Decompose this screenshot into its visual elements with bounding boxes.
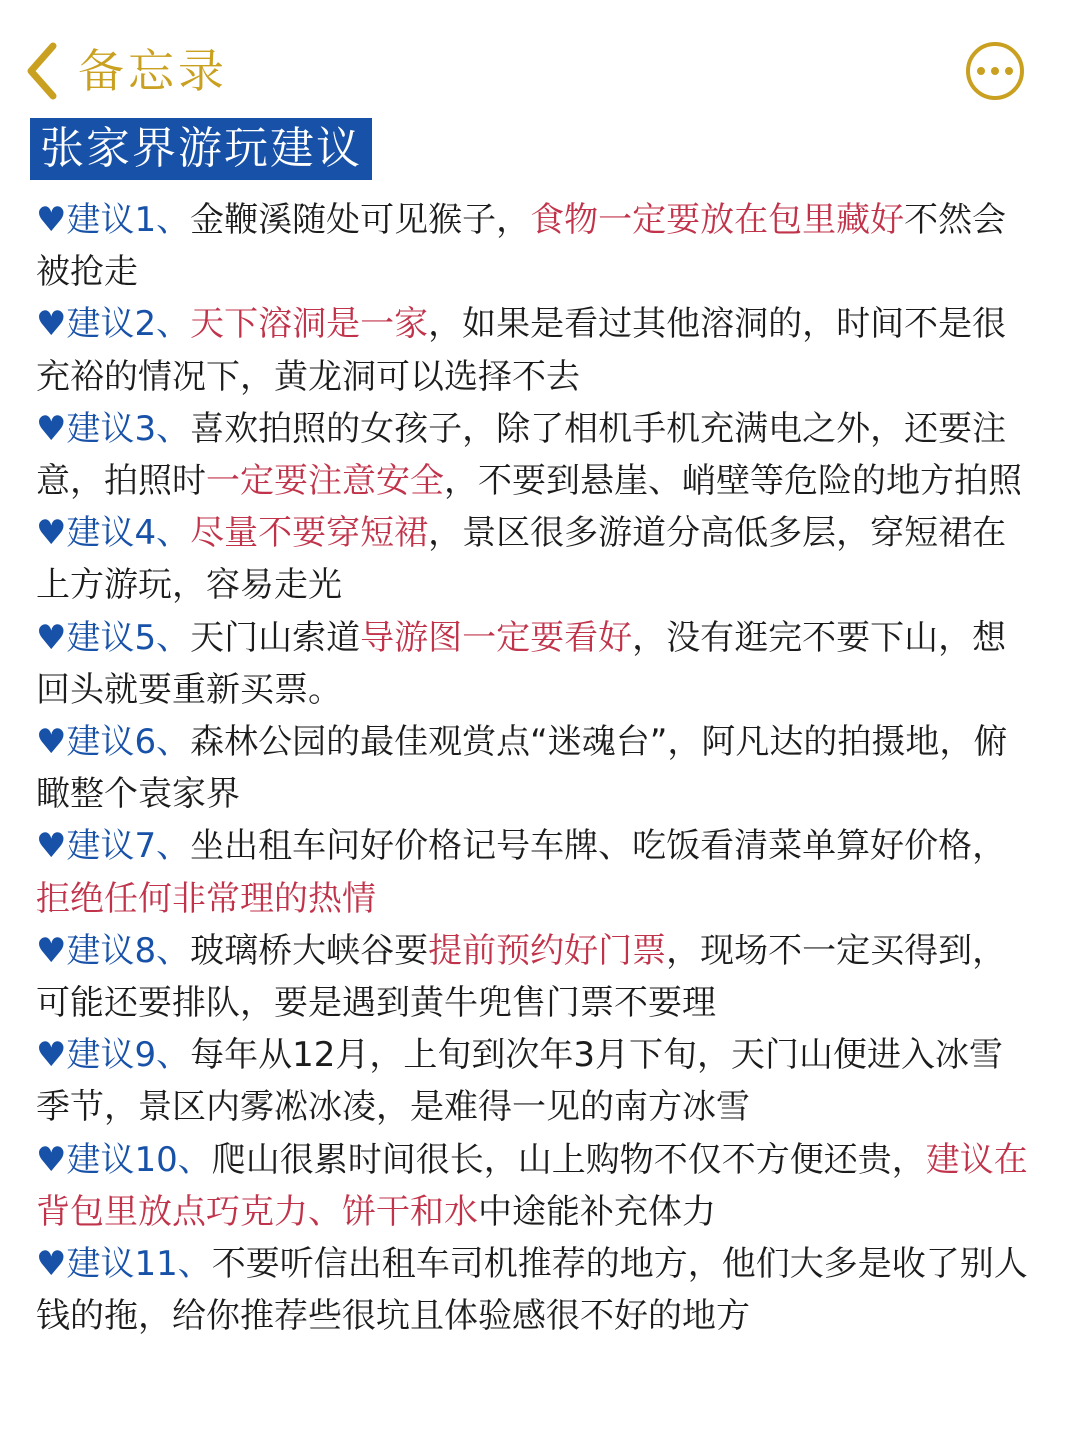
heart-icon: ♥ — [36, 617, 67, 658]
heart-icon: ♥ — [36, 513, 67, 554]
heart-icon: ♥ — [36, 1139, 67, 1180]
chevron-left-icon — [22, 40, 60, 102]
note-body[interactable] — [36, 194, 1036, 1342]
tip-item — [36, 194, 1036, 298]
tip-text: ，不要到悬崖、峭壁等危险的地方拍照 — [444, 461, 1022, 502]
tip-text: 中途能补充体力 — [478, 1191, 716, 1232]
tip-label: 建议6、 — [66, 722, 191, 763]
tip-label: 建议3、 — [66, 408, 191, 449]
tip-text: 天门山索道 — [190, 617, 361, 658]
tip-text: ，现场不一定买得到，可能还要排队，要是遇到黄牛兜售门票不要理 — [36, 930, 1007, 1024]
more-dot-icon — [1005, 67, 1013, 75]
tip-item — [36, 1238, 1036, 1342]
tip-text: 玻璃桥大峡谷要 — [190, 930, 429, 971]
tip-item — [36, 925, 1036, 1029]
back-button[interactable] — [22, 40, 228, 102]
tip-label: 建议4、 — [66, 513, 191, 554]
tip-text: 不然会被抢走 — [36, 200, 1007, 293]
tip-item — [36, 1029, 1036, 1133]
tip-highlight-text: 一定要注意安全 — [206, 461, 444, 502]
tip-highlight-text: 导游图一定要看好 — [360, 617, 633, 658]
tip-label: 建议2、 — [66, 304, 191, 345]
tip-text: 每年从12月，上旬到次年3月下旬，天门山便进入冰雪季节，景区内雾凇冰凌，是难得一见的南方冰雪 — [36, 1035, 1004, 1128]
tip-highlight-text: 食物一定要放在包里藏好 — [530, 200, 905, 240]
heart-icon: ♥ — [36, 200, 67, 240]
tip-item — [36, 507, 1036, 611]
tip-item — [36, 298, 1036, 402]
tip-label: 建议7、 — [66, 826, 191, 867]
tip-label: 建议1、 — [66, 200, 191, 240]
tip-item — [36, 716, 1036, 820]
tip-highlight-text: 建议在背包里放点巧克力、饼干和水 — [36, 1139, 1028, 1232]
tip-text: 爬山很累时间很长，山上购物不仅不方便还贵， — [211, 1139, 926, 1180]
heart-icon: ♥ — [36, 408, 67, 449]
heart-icon: ♥ — [36, 826, 67, 867]
back-label: 备忘录 — [78, 44, 228, 98]
more-options-button[interactable] — [966, 42, 1024, 100]
tip-text: ，景区很多游道分高低多层，穿短裙在上方游玩，容易走光 — [36, 513, 1007, 606]
more-dot-icon — [991, 67, 999, 75]
tip-text: 坐出租车问好价格记号车牌、吃饭看清菜单算好价格， — [190, 826, 1007, 867]
heart-icon: ♥ — [36, 1244, 67, 1285]
tip-text: 喜欢拍照的女孩子，除了相机手机充满电之外，还要注意，拍照时 — [36, 408, 1007, 502]
tip-item — [36, 1134, 1036, 1238]
tip-text: 森林公园的最佳观赏点“迷魂台”，阿凡达的拍摄地，俯瞰整个袁家界 — [36, 722, 1008, 815]
heart-icon: ♥ — [36, 1035, 67, 1076]
tip-highlight-text: 天下溶洞是一家 — [190, 304, 429, 345]
tip-item — [36, 403, 1036, 507]
top-bar — [0, 0, 1080, 118]
heart-icon: ♥ — [36, 930, 67, 971]
tip-label: 建议11、 — [66, 1244, 212, 1285]
tip-highlight-text: 尽量不要穿短裙 — [190, 513, 429, 554]
more-dot-icon — [977, 67, 985, 75]
heart-icon: ♥ — [36, 722, 67, 763]
tip-text: 不要听信出租车司机推荐的地方，他们大多是收了别人钱的拖，给你推荐些很坑且体验感很不好的地方 — [36, 1244, 1028, 1337]
tip-item — [36, 612, 1036, 716]
tip-label: 建议10、 — [66, 1139, 212, 1180]
heart-icon: ♥ — [36, 304, 67, 345]
tip-item — [36, 820, 1036, 924]
tip-highlight-text: 拒绝任何非常理的热情 — [36, 878, 376, 919]
tip-label: 建议8、 — [66, 930, 191, 971]
tip-text: ，如果是看过其他溶洞的，时间不是很充裕的情况下，黄龙洞可以选择不去 — [36, 304, 1007, 397]
tip-highlight-text: 提前预约好门票 — [428, 930, 667, 971]
tip-text: 金鞭溪随处可见猴子， — [190, 200, 531, 240]
note-title: 张家界游玩建议 — [30, 118, 372, 180]
tip-text: ，没有逛完不要下山，想回头就要重新买票。 — [36, 617, 1007, 710]
tip-label: 建议5、 — [66, 617, 191, 658]
tip-label: 建议9、 — [66, 1035, 191, 1076]
